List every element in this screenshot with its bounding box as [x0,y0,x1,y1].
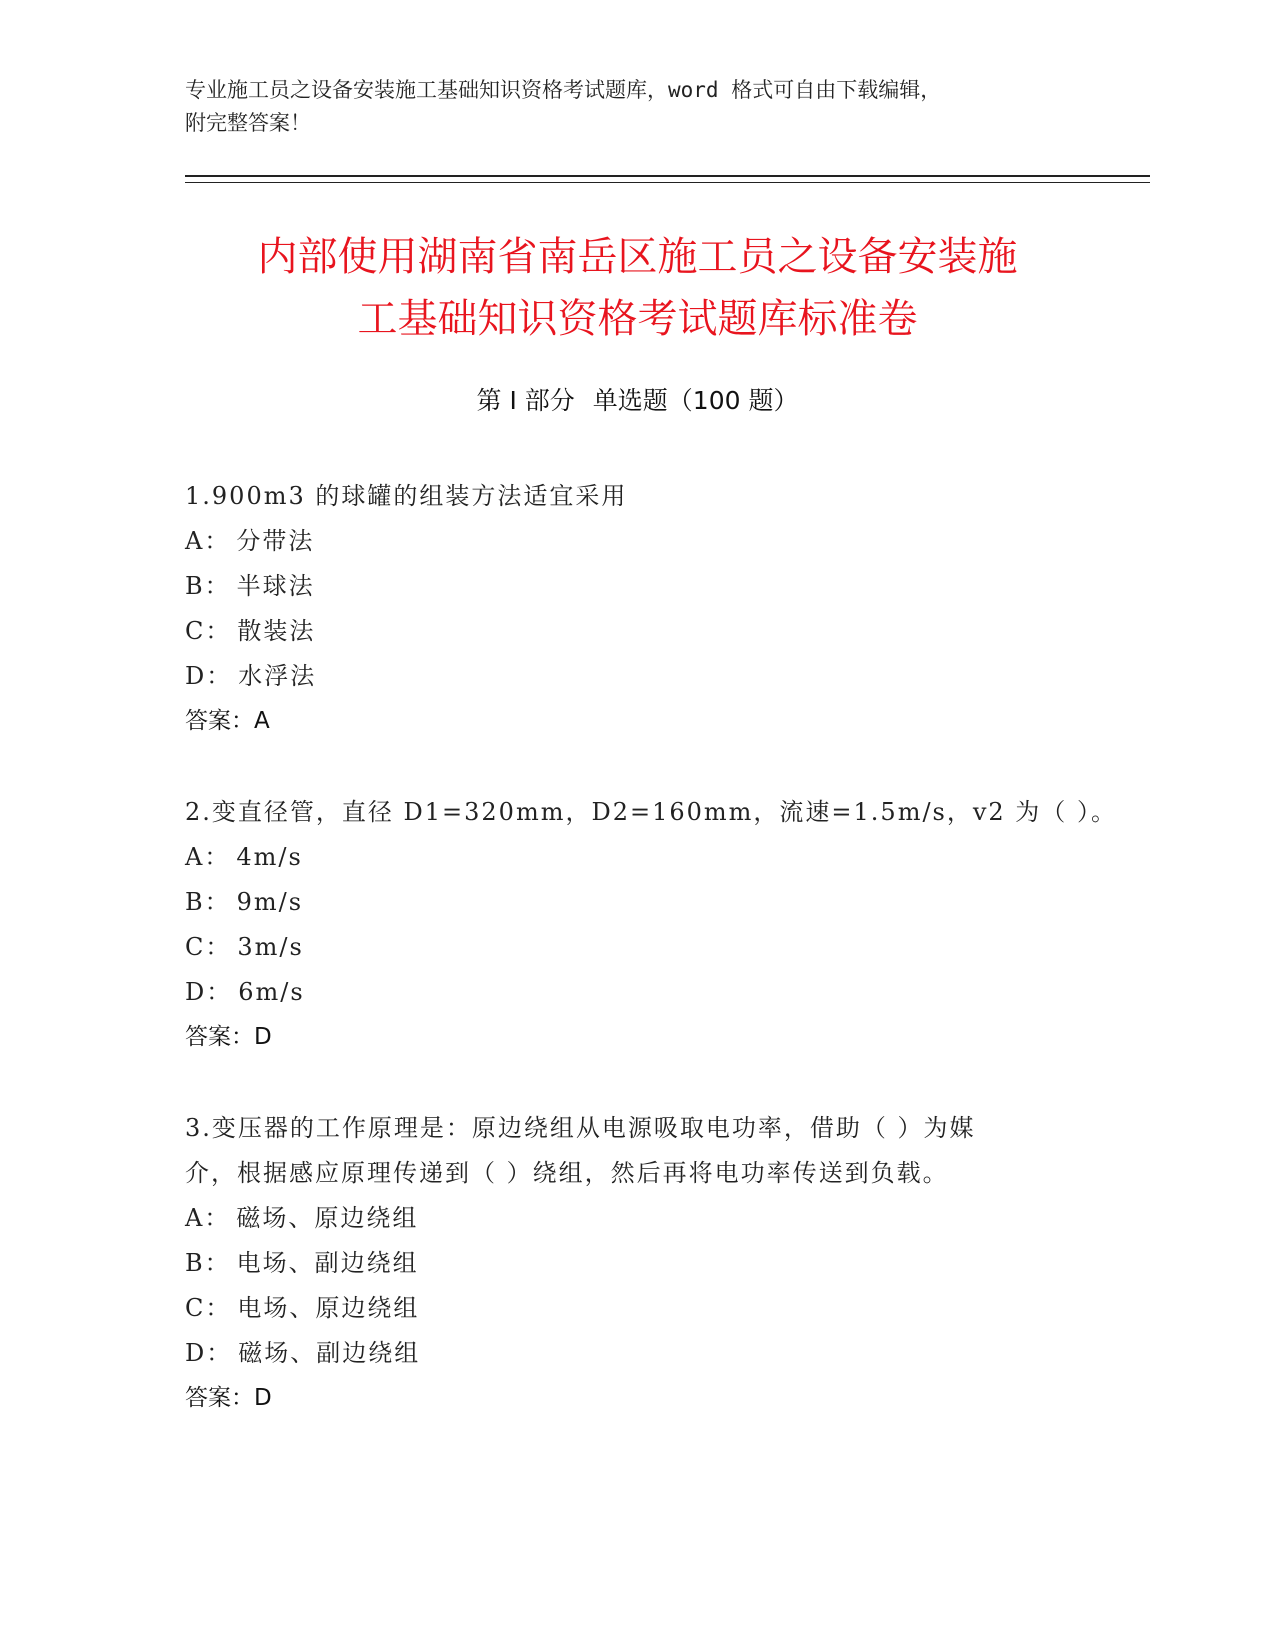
option-text: 水浮法 [238,662,317,690]
option-text: 电场、副边绕组 [236,1249,419,1277]
document-title-line: 内部使用湖南省南岳区施工员之设备安装施 [257,234,1018,280]
option-d [185,970,1085,1015]
option-text: 电场、原边绕组 [237,1294,420,1322]
header-rule-thick [185,175,1150,177]
option-text: 散装法 [237,617,316,645]
option-key: A： [185,843,231,871]
option-b [185,564,1085,609]
header-note-line: 附完整答案！ [185,111,311,135]
document-title [150,226,1125,350]
option-key: A： [185,527,231,555]
option-text: 3m/s [237,933,304,961]
question-stem [185,1106,1085,1196]
section-name: 单选题（100 题） [592,386,799,415]
option-d [185,654,1085,699]
option-text: 6m/s [238,978,305,1006]
option-key: C： [185,933,232,961]
option-key: B： [185,888,231,916]
document-title-line: 工基础知识资格考试题库标准卷 [357,296,918,342]
question-list [185,474,1117,1467]
option-text: 磁场、原边绕组 [236,1204,419,1232]
question-stem-line: 2.变直径管，直径 D1=320mm，D2=160mm，流速=1.5m/s，v2 为（ ）。 [185,798,1117,826]
option-text: 分带法 [236,527,315,555]
option-c [185,609,1085,654]
option-key: A： [185,1204,231,1232]
answer: 答案：D [185,1385,272,1411]
option-key: B： [185,572,231,600]
option-key: D： [185,978,233,1006]
option-d [185,1331,1085,1376]
option-a [185,1196,1085,1241]
question-stem [185,790,1117,835]
question-stem-line: 介，根据感应原理传递到（ ）绕组，然后再将电功率传送到负载。 [185,1159,949,1187]
answer: 答案：D [185,1024,272,1050]
question-stem-line: 1.900m3 的球罐的组装方法适宜采用 [185,482,628,510]
question-stem [185,474,1085,519]
option-b [185,1241,1085,1286]
option-text: 磁场、副边绕组 [238,1339,421,1367]
option-key: D： [185,1339,233,1367]
option-key: D： [185,662,233,690]
question-3 [185,1106,1085,1421]
header-note [185,74,1065,140]
option-b [185,880,1085,925]
option-a [185,835,1085,880]
section-heading [150,384,1125,418]
section-part: 第 I 部分 [476,386,575,415]
header-note-line: 专业施工员之设备安装施工基础知识资格考试题库，word 格式可自由下载编辑， [185,78,942,102]
question-1 [185,474,1085,744]
header-rule-thin [185,182,1150,183]
option-key: C： [185,617,232,645]
question-2 [185,790,1117,1060]
option-c [185,1286,1085,1331]
option-key: C： [185,1294,232,1322]
answer: 答案：A [185,708,270,734]
option-text: 半球法 [236,572,315,600]
option-text: 4m/s [236,843,303,871]
option-text: 9m/s [236,888,304,916]
option-c [185,925,1085,970]
option-key: B： [185,1249,231,1277]
option-a [185,519,1085,564]
question-stem-line: 3.变压器的工作原理是：原边绕组从电源吸取电功率，借助（ ）为媒 [185,1114,976,1142]
